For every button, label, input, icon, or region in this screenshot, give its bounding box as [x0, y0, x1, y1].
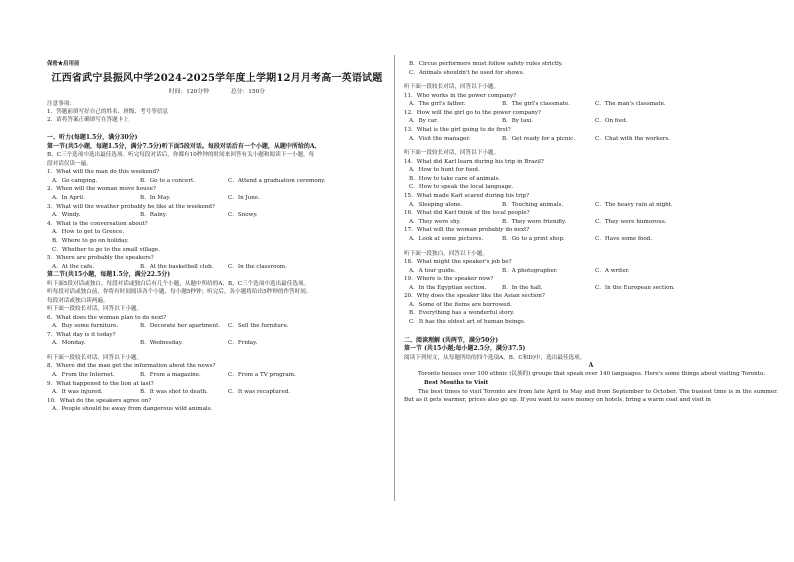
option: C．Whether to go to the small village. — [52, 246, 160, 253]
option: B．Rainy. — [140, 212, 167, 219]
part1-heading: 一、听力(每题1.5分，满分30分) — [47, 134, 138, 142]
question-10: 10．What do the speakers agree on? — [47, 397, 152, 404]
instruction-line: 每段对话或独白读两遍。 — [47, 297, 109, 304]
exam-time: 时间：120分钟 — [168, 88, 209, 95]
option: A．Monday. — [52, 340, 86, 347]
option: C．Friday. — [228, 340, 258, 347]
option: C．Animals shouldn't be used for shows. — [409, 69, 525, 76]
options-3 — [47, 211, 387, 220]
option: A．Look at some pictures. — [409, 235, 484, 242]
option: C．Attend a graduation ceremony. — [228, 177, 326, 184]
material-instruction: 听下面一段较长对话，回答以下小题。 — [404, 84, 500, 91]
part2-heading: 二、阅读理解 (共两节，满分50分) — [404, 336, 499, 344]
option: A．Some of the items are borrowed. — [409, 301, 512, 308]
question-17: 17．What will the woman probably do next? — [404, 227, 530, 234]
option: C．The heavy rain at night. — [595, 201, 673, 208]
question-15: 15．What made Karl scared during his trip? — [404, 192, 530, 199]
right-column — [404, 60, 778, 404]
option: A．From the Internet. — [52, 371, 115, 378]
option: C．On foot. — [595, 118, 628, 125]
options-7 — [47, 339, 387, 348]
options-15 — [404, 201, 778, 210]
passage-paragraph: The best times to visit Toronto are from late April to May and from September to October. The busiest time is in the summer. But as it gets warmer, prices also go up. If you want to save money on hotels, bring a warm coat and visit in — [404, 388, 778, 404]
option: B．The girl's classmate. — [502, 101, 571, 108]
question-1: 1．What will the man do this weekend? — [47, 169, 160, 176]
option: B．Go to a print shop. — [502, 235, 565, 242]
option: B．By taxi. — [502, 118, 534, 125]
question-20: 20．Why does the speaker like the Asian section? — [404, 293, 545, 300]
option: A．How to get to Greece. — [52, 229, 125, 236]
options-12 — [404, 117, 778, 126]
option: A．A tour guide. — [409, 267, 456, 274]
option: B．Everything has a wonderful story. — [409, 310, 515, 317]
option: A．In April. — [52, 194, 85, 201]
passage-label: A — [588, 362, 594, 370]
option: B．Circus performers must follow safety rules strictly. — [409, 61, 563, 67]
instruction-line: 听每段对话或独白前，你将有时间阅读各个小题，每小题5秒钟；听完后，各小题将给出5秒钟的作答时间。 — [47, 289, 312, 296]
option: B．They were friendly. — [502, 218, 567, 225]
question-4: 4．What is the conversation about? — [47, 220, 148, 227]
option: B．In May. — [140, 194, 171, 201]
part1-section2-heading: 第二节(共15小题，每题1.5分，满分22.5分) — [47, 271, 171, 279]
material-instruction: 听下面一段较长对话，回答以下小题。 — [404, 150, 500, 157]
option: A．At the cafe. — [52, 263, 95, 270]
options-1 — [47, 177, 387, 186]
option: C．A writer. — [595, 267, 630, 274]
option: B．In the hall. — [502, 284, 543, 291]
options-8 — [47, 371, 387, 380]
option: A．In the Egyptian section. — [409, 284, 487, 291]
option: C．Sell the furniture. — [228, 323, 289, 330]
question-19: 19．Where is the speaker now? — [404, 276, 494, 283]
question-7: 7．What day is it today? — [47, 331, 116, 338]
option: A．Visit the manager. — [409, 135, 471, 142]
option: C．In June. — [228, 194, 261, 201]
option: C．It has the oldest art of human beings. — [409, 319, 526, 326]
confidential-label: 保密★启用前 — [47, 61, 80, 67]
question-9: 9．What happened to the lion at last? — [47, 380, 154, 387]
option: A．Buy some furniture. — [52, 323, 119, 330]
option: C．In the classroom. — [228, 263, 287, 270]
column-divider — [394, 55, 395, 501]
options-18 — [404, 267, 778, 276]
option: B．Where to go on holiday. — [52, 237, 129, 244]
option: B．Decorate her apartment. — [140, 323, 221, 330]
option: A．Go camping. — [52, 177, 98, 184]
question-2: 2．When will the woman move house? — [47, 186, 156, 193]
instruction-line: B、C三个选项中选出最佳选项。听完每段对话后，你都有10秒钟的时间来回答有关小题和阅读下一小题。每 — [47, 152, 315, 159]
question-8: 8．Where did the man get the information about the news? — [47, 363, 216, 370]
question-11: 11．Who works in the power company? — [404, 92, 517, 99]
options-13 — [404, 135, 778, 144]
exam-meta — [47, 88, 387, 97]
left-column — [47, 60, 387, 414]
options-19 — [404, 284, 778, 293]
part1-section1-heading: 第一节(共5小题，每题1.5分，满分7.5分)听下面5段对话。每段对话后有一个小题，从题中所给的A、 — [47, 142, 321, 150]
options-11 — [404, 100, 778, 109]
notes-heading: 注意事项： — [47, 101, 75, 108]
instruction-line: 听下面5段对话或独白。每段对话或独白后有几个小题，从题中所给的A、B、C三个选项中选出最佳选项。 — [47, 280, 310, 287]
option: A．Sleeping alone. — [409, 201, 463, 208]
passage-paragraph: Toronto houses over 100 ethnic (民族的) groups that speak over 140 languages. Here's some things about visiting Toronto. — [418, 371, 766, 378]
material-instruction: 听下面一段较长对话，回答以下小题。 — [47, 306, 143, 313]
option: A．By car. — [409, 118, 438, 125]
option: B．How to take care of animals. — [409, 175, 501, 182]
part2-section1-heading: 第一节 (共15小题;每小题2.5分，满分37.5) — [404, 345, 526, 353]
instruction-line: 段对话仅读一遍。 — [47, 160, 92, 167]
question-16: 16．What did Karl think of the local people? — [404, 210, 530, 217]
option: C．In the European section. — [595, 284, 675, 291]
option: B．A photographer. — [502, 267, 558, 274]
option: A．People should be away from dangerous wild animals. — [52, 406, 213, 413]
options-16 — [404, 218, 778, 227]
option: C．Have some food. — [595, 235, 653, 242]
option: B．Touching animals. — [502, 201, 564, 208]
exam-title: 江西省武宁县振风中学2024-2025学年度上学期12月月考高一英语试题 — [51, 72, 383, 84]
material-instruction: 听下面一段独白，回答以下小题。 — [404, 250, 488, 257]
exam-score: 总分：150分 — [230, 88, 266, 95]
option: C．Snowy. — [228, 212, 258, 219]
question-5: 5．Where are probably the speakers? — [47, 255, 154, 262]
option: A．They were shy. — [409, 218, 461, 225]
question-6: 6．What does the woman plan to do next? — [47, 314, 167, 321]
question-18: 18．What might the speaker's job be? — [404, 258, 512, 265]
question-3: 3．What will the weather probably be like at the weekend? — [47, 203, 215, 210]
option: C．Chat with the workers. — [595, 135, 671, 142]
options-6 — [47, 322, 387, 331]
option: C．The man's classmate. — [595, 101, 666, 108]
option: B．Go to a concert. — [140, 177, 196, 184]
option: C．From a TV program. — [228, 371, 296, 378]
options-2 — [47, 194, 387, 203]
question-12: 12．How will the girl go to the power company? — [404, 109, 542, 116]
options-9 — [47, 388, 387, 397]
options-17 — [404, 235, 778, 244]
passage-subheading: Best Months to Visit — [424, 379, 489, 386]
option: A．Windy. — [52, 212, 81, 219]
note-item: 1．答题前填写好自己的姓名、班级、考号等信息 — [47, 109, 169, 116]
option: C．It was recaptured. — [228, 389, 291, 396]
option: B．From a magazine. — [140, 371, 201, 378]
option: C．They were humorous. — [595, 218, 667, 225]
question-13: 13．What is the girl going to do first? — [404, 126, 511, 133]
option: B．At the basketball club. — [140, 263, 214, 270]
option: B．It was shot to death. — [140, 389, 208, 396]
part2-instruction: 阅读下列短文，从每题所给的四个选项A、B、C和D)中，选出最佳选项。 — [404, 354, 586, 361]
option: A．The girl's father. — [409, 101, 466, 108]
question-14: 14．What did Karl learn during his trip in Brazil? — [404, 158, 544, 165]
option: B．Get ready for a picnic. — [502, 135, 576, 142]
note-item: 2．请将答案正确填写在答题卡上 — [47, 117, 129, 124]
option: A．It was injured. — [52, 389, 103, 396]
option: A．How to hunt for food. — [409, 167, 480, 174]
option: B．Wednesday. — [140, 340, 183, 347]
notes — [47, 100, 387, 124]
option: C．How to speak the local language. — [409, 184, 514, 191]
material-instruction: 听下面一段较长对话，回答以下小题。 — [47, 354, 143, 361]
